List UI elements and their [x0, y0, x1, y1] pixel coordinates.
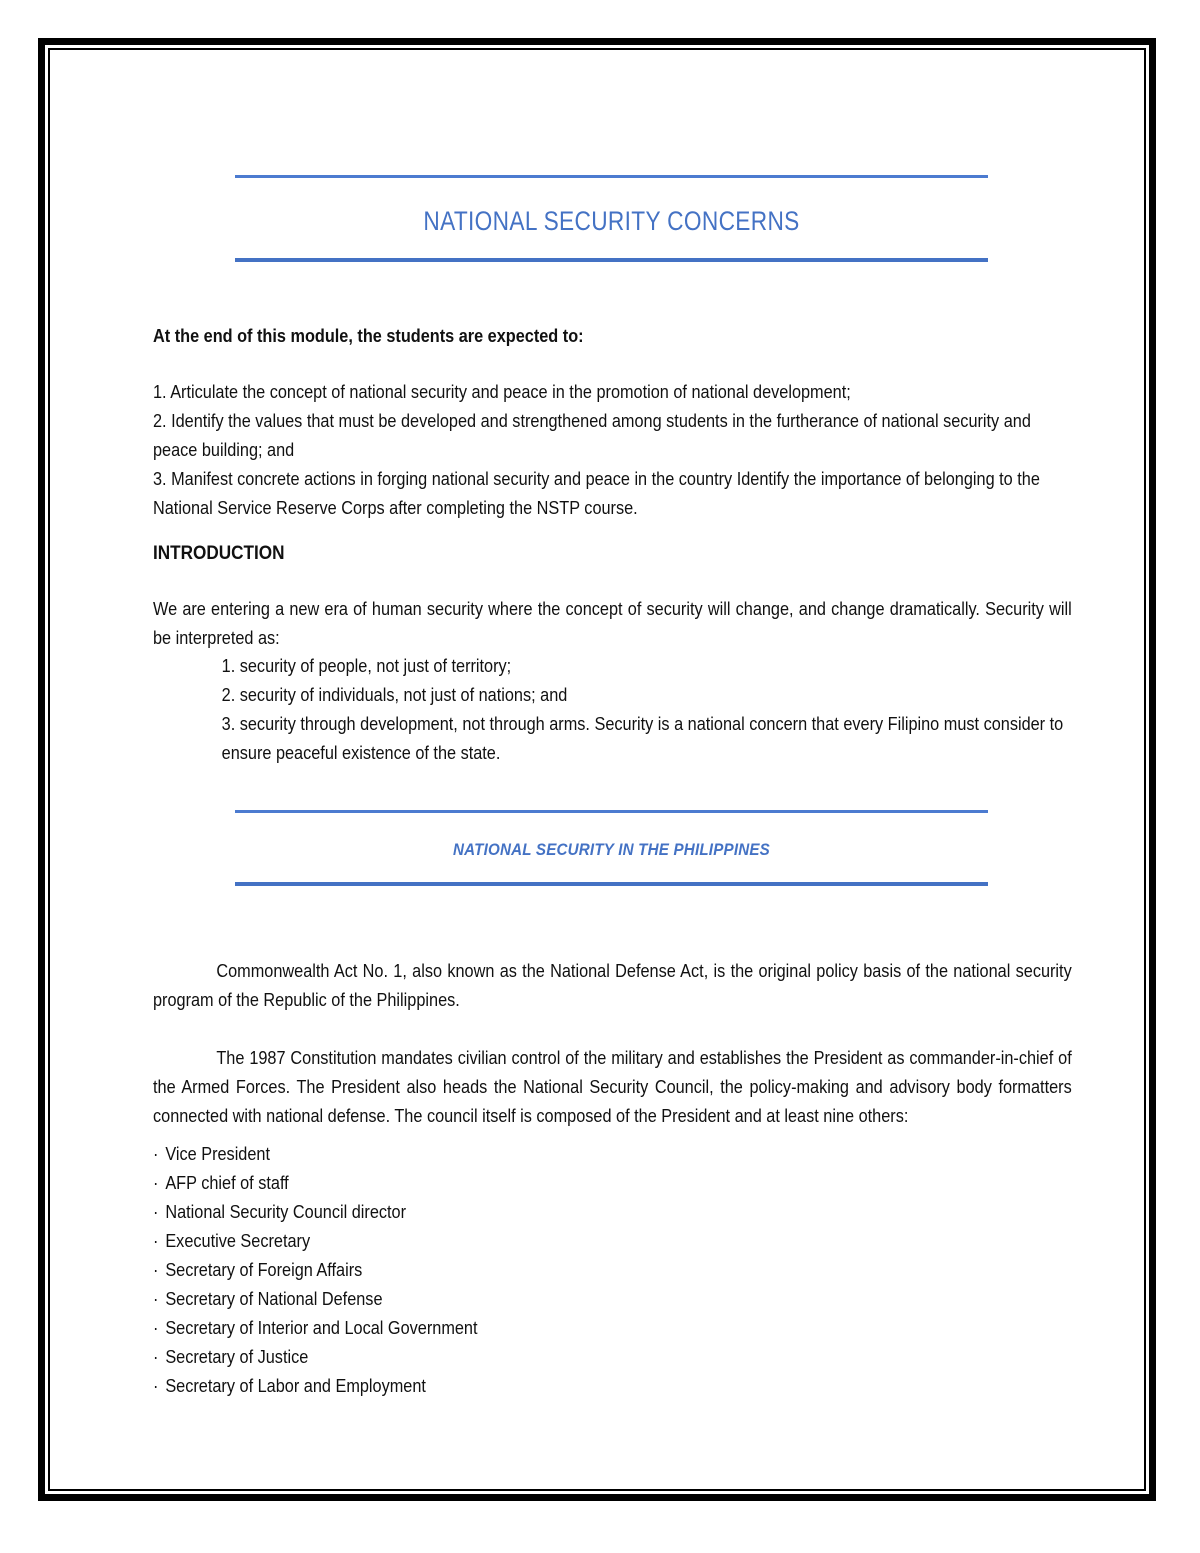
section-title-rule-bottom — [235, 882, 988, 886]
council-member-label: AFP chief of staff — [165, 1172, 289, 1193]
page-title: NATIONAL SECURITY CONCERNS — [423, 206, 800, 236]
council-member-label: Vice President — [165, 1143, 270, 1164]
bullet-icon: · — [153, 1143, 159, 1164]
main-title-rule-bottom — [235, 258, 988, 262]
philippines-paragraph-2: The 1987 Constitution mandates civilian control of the military and establishes the President as commander-in-chief of the Armed Forces. The President also heads the National Security Council, the policy-making and advisory body formatters connected with national defense. The council itself is composed of the President and at least nine others: — [153, 1047, 1072, 1126]
objectives-list — [153, 377, 1072, 522]
document-content — [50, 50, 1144, 1489]
introduction-item-3: 3. security through development, not through arms. Security is a national concern that every Filipino must consider to ensure peaceful existence of the state. — [221, 713, 1064, 763]
bullet-icon: · — [153, 1375, 159, 1396]
council-member-label: Secretary of Interior and Local Government — [165, 1317, 478, 1338]
objective-item-1: 1. Articulate the concept of national security and peace in the promotion of national development; — [153, 381, 851, 402]
bullet-icon: · — [153, 1346, 159, 1367]
introduction-item-1: 1. security of people, not just of territory; — [221, 655, 512, 676]
main-title-block — [235, 175, 988, 262]
objective-item-3: 3. Manifest concrete actions in forging national security and peace in the country Identify the importance of belonging to the National Service Reserve Corps after completing the NSTP course. — [153, 468, 1040, 518]
council-member-label: Secretary of National Defense — [165, 1288, 383, 1309]
introduction-heading: INTRODUCTION — [153, 542, 285, 564]
philippines-paragraph-1-wrap — [153, 956, 1072, 1014]
council-member-item — [153, 1197, 1072, 1226]
council-member-item — [153, 1371, 1072, 1400]
document-page-inner-border — [48, 48, 1146, 1491]
council-member-label: Executive Secretary — [165, 1230, 311, 1251]
philippines-paragraph-1: Commonwealth Act No. 1, also known as the National Defense Act, is the original policy basis of the national security program of the Republic of the Philippines. — [153, 960, 1072, 1010]
council-member-label: National Security Council director — [165, 1201, 407, 1222]
bullet-icon: · — [153, 1201, 159, 1222]
objectives-lead-in-wrap — [153, 321, 1072, 350]
council-member-item — [153, 1313, 1072, 1342]
council-member-item — [153, 1226, 1072, 1255]
council-member-item — [153, 1139, 1072, 1168]
bullet-icon: · — [153, 1259, 159, 1280]
bullet-icon: · — [153, 1317, 159, 1338]
introduction-paragraph: We are entering a new era of human security where the concept of security will change, and change dramatically. Security will be interpreted as: — [153, 598, 1072, 648]
council-member-item — [153, 1284, 1072, 1313]
introduction-paragraph-wrap — [153, 594, 1072, 652]
section-title: NATIONAL SECURITY IN THE PHILIPPINES — [452, 841, 770, 859]
objectives-lead-in: At the end of this module, the students are expected to: — [153, 325, 584, 346]
council-member-item — [153, 1255, 1072, 1284]
bullet-icon: · — [153, 1288, 159, 1309]
introduction-item-2: 2. security of individuals, not just of nations; and — [221, 684, 568, 705]
objective-item-2: 2. Identify the values that must be developed and strengthened among students in the furtherance of national security and peace building; and — [153, 410, 1031, 460]
council-member-label: Secretary of Foreign Affairs — [165, 1259, 363, 1280]
bullet-icon: · — [153, 1172, 159, 1193]
document-page — [38, 38, 1156, 1501]
bullet-icon: · — [153, 1230, 159, 1251]
introduction-sub-items — [153, 651, 1072, 767]
council-member-item — [153, 1342, 1072, 1371]
council-member-label: Secretary of Justice — [165, 1346, 309, 1367]
introduction-heading-wrap — [153, 539, 1072, 568]
council-member-label: Secretary of Labor and Employment — [165, 1375, 426, 1396]
section-title-block — [235, 810, 988, 886]
philippines-paragraph-2-wrap — [153, 1043, 1072, 1130]
council-members-wrap — [153, 1139, 1072, 1400]
council-member-item — [153, 1168, 1072, 1197]
council-members-list — [153, 1139, 1072, 1400]
